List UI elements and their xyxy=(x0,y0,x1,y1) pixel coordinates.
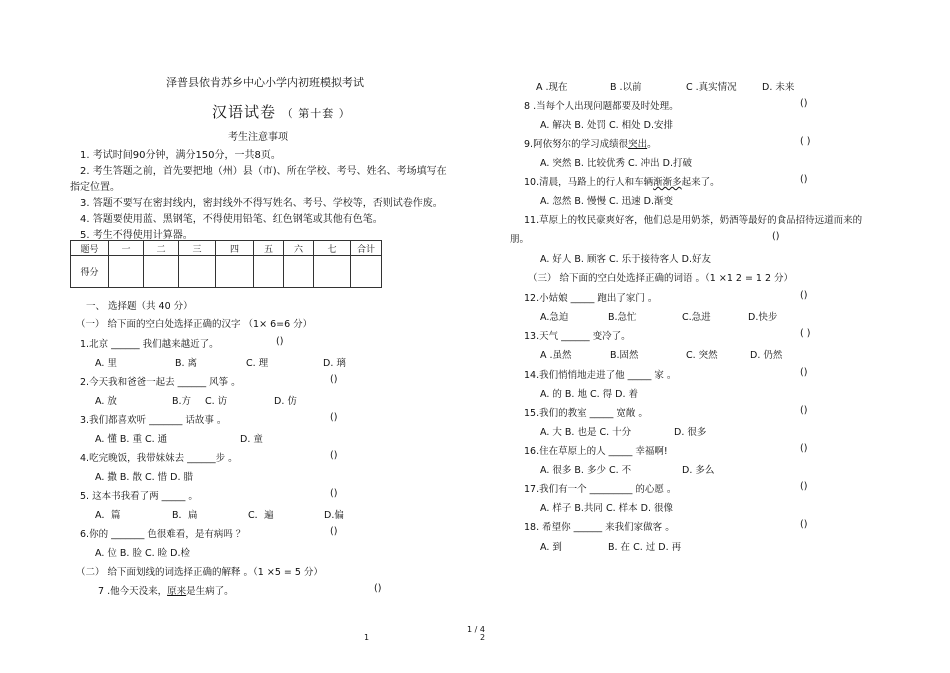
option[interactable]: B．扁 xyxy=(172,510,198,521)
option-group[interactable]: A. 的 B. 地 C. 得 D. 着 xyxy=(540,389,639,400)
option[interactable]: C.急进 xyxy=(682,312,711,323)
question-text: 5. 这本书我看了两 _____ 。 xyxy=(80,491,198,502)
notice-item: 4. 答题要使用蓝、黑钢笔，不得使用铅笔、红色钢笔或其他有色笔。 xyxy=(80,214,383,225)
score-cell[interactable] xyxy=(109,256,144,288)
question-text: 2.今天我和爸爸一起去 ______ 风筝 。 xyxy=(80,377,241,388)
question-text: 13.天气 ______ 变冷了。 xyxy=(524,331,631,342)
answer-paren[interactable]: ( ) xyxy=(800,328,811,339)
answer-paren[interactable]: ( ) xyxy=(800,136,811,147)
score-cell[interactable] xyxy=(216,256,254,288)
question-text: 6.你的 _______ 色很难看，是有病吗 ？ xyxy=(80,529,246,540)
answer-paren[interactable]: () xyxy=(800,443,808,454)
option[interactable]: D. 仍然 xyxy=(750,350,783,361)
question-post: 是生病了。 xyxy=(186,586,234,597)
question-pre: 9.阿依努尔的学习成绩很 xyxy=(524,139,629,150)
answer-paren[interactable]: () xyxy=(330,450,338,461)
score-header: 三 xyxy=(179,241,216,256)
part-heading: （三） 给下面的空白处选择正确的词语 。（1 ×1 2 = 1 2 分） xyxy=(528,273,794,284)
option[interactable]: A .虽然 xyxy=(540,350,572,361)
question-text: 12.小姑娘 _____ 跑出了家门 。 xyxy=(524,293,658,304)
answer-paren[interactable]: () xyxy=(800,519,808,530)
score-header: 题号 xyxy=(71,241,109,256)
notice-heading: 考生注意事项 xyxy=(228,132,288,143)
question-cont: 朋。 xyxy=(510,234,530,245)
school-name: 泽普县依肯苏乡中心小学内初班模拟考试 xyxy=(166,76,364,89)
question-post: 起来了。 xyxy=(681,177,720,188)
notice-item: 指定位置。 xyxy=(70,182,120,193)
score-cell[interactable] xyxy=(144,256,179,288)
option[interactable]: D. 童 xyxy=(240,434,263,445)
answer-paren[interactable]: () xyxy=(330,412,338,423)
score-header: 二 xyxy=(144,241,179,256)
question-text: 14.我们悄悄地走进了他 _____ 家 。 xyxy=(524,370,677,381)
underlined-word: 突出 xyxy=(628,139,648,150)
score-header: 一 xyxy=(109,241,144,256)
option[interactable]: D. 璃 xyxy=(323,358,346,369)
page-total: 1 / 4 xyxy=(467,625,485,634)
option-group[interactable]: A. 解决 B. 处罚 C. 相处 D.安排 xyxy=(540,120,673,131)
option[interactable]: B.方 xyxy=(172,396,192,407)
score-cell[interactable] xyxy=(314,256,351,288)
option[interactable]: D.快步 xyxy=(748,312,778,323)
underlined-word: 渐渐多 xyxy=(653,177,682,188)
option[interactable]: D. 很多 xyxy=(674,427,707,438)
score-header: 合计 xyxy=(351,241,382,256)
question-text: 16.住在草原上的人 _____ 幸福啊! xyxy=(524,446,668,457)
option[interactable]: B. 离 xyxy=(175,358,198,369)
option-group[interactable]: A. 位 B. 脸 C. 睑 D.检 xyxy=(95,548,190,559)
option[interactable]: D. 仿 xyxy=(274,396,297,407)
answer-paren[interactable]: () xyxy=(330,488,338,499)
question-text xyxy=(98,583,234,597)
score-row-label: 得分 xyxy=(71,256,109,288)
option-group[interactable]: A. 突然 B. 比较优秀 C. 冲出 D.打破 xyxy=(540,158,692,169)
option[interactable]: A．篇 xyxy=(95,510,121,521)
score-header: 五 xyxy=(254,241,284,256)
score-cell[interactable] xyxy=(284,256,314,288)
option[interactable]: B.急忙 xyxy=(608,312,637,323)
score-table xyxy=(70,240,382,288)
question-text: 15.我们的教室 _____ 宽敞 。 xyxy=(524,408,648,419)
answer-paren[interactable]: () xyxy=(374,583,382,594)
answer-paren[interactable]: () xyxy=(800,174,808,185)
answer-paren[interactable]: () xyxy=(800,98,808,109)
option-group[interactable]: B. 在 C. 过 D. 再 xyxy=(608,542,682,553)
question-pre: 7 .他今天没来， xyxy=(98,586,168,597)
option[interactable]: A. 里 xyxy=(95,358,117,369)
option-group[interactable]: A. 忽然 B. 慢慢 C. 迅速 D.渐变 xyxy=(540,196,673,207)
answer-paren[interactable]: () xyxy=(800,405,808,416)
option-group[interactable]: A. 很多 B. 多少 C. 不 xyxy=(540,465,632,476)
question-post: 。 xyxy=(647,139,657,150)
option[interactable]: A.急迫 xyxy=(540,312,569,323)
option[interactable]: D. 多么 xyxy=(682,465,715,476)
question-text xyxy=(524,174,720,188)
part-heading: （二） 给下面划线的词选择正确的解释 。（1 ×5 = 5 分） xyxy=(76,567,323,578)
answer-paren[interactable]: () xyxy=(330,526,338,537)
option[interactable]: C. 理 xyxy=(246,358,269,369)
answer-paren[interactable]: () xyxy=(800,367,808,378)
section-heading: 一、 选择题（共 40 分） xyxy=(86,301,193,312)
exam-set: （ 第十套 ） xyxy=(281,107,351,120)
option-group[interactable]: A. 懂 B. 重 C. 通 xyxy=(95,434,168,445)
score-cell[interactable] xyxy=(351,256,382,288)
option[interactable]: A. 放 xyxy=(95,396,117,407)
option[interactable]: C. 突然 xyxy=(686,350,718,361)
option[interactable]: B.固然 xyxy=(610,350,639,361)
option-group[interactable]: A. 撒 B. 散 C. 惜 D. 腊 xyxy=(95,472,194,483)
answer-paren[interactable]: () xyxy=(800,481,808,492)
score-cell[interactable] xyxy=(254,256,284,288)
notice-item: 2. 考生答题之前，首先要把地（州）县（市)、所在学校、考号、姓名、考场填写在 xyxy=(80,166,447,177)
answer-paren[interactable]: () xyxy=(772,231,780,242)
page-number-right: 2 xyxy=(480,633,486,642)
exam-title-text: 汉语试卷 xyxy=(212,103,277,121)
notice-item: 3. 答题不要写在密封线内，密封线外不得写姓名、考号、学校等，否则试卷作废。 xyxy=(80,198,443,209)
option-group[interactable]: A. 大 B. 也是 C. 十分 xyxy=(540,427,632,438)
question-text: 18. 希望你 ______ 来我们家做客 。 xyxy=(524,522,675,533)
option[interactable]: B .以前 xyxy=(610,82,642,93)
answer-paren[interactable]: () xyxy=(800,290,808,301)
question-pre: 10.清晨，马路上的行人和车辆 xyxy=(524,177,654,188)
underlined-word: 原来 xyxy=(167,586,187,597)
score-header: 六 xyxy=(284,241,314,256)
option[interactable]: C. 访 xyxy=(205,396,228,407)
option[interactable]: D. 未来 xyxy=(762,82,795,93)
score-header: 四 xyxy=(216,241,254,256)
option[interactable]: A. 到 xyxy=(540,542,562,553)
question-text: 4.吃完晚饭，我带妹妹去 ______步 。 xyxy=(80,453,238,464)
question-text: 1.北京 ______ 我们越来越近了。 xyxy=(80,339,219,350)
option[interactable]: C .真实情况 xyxy=(686,82,737,93)
notice-item: 1. 考试时间90分钟，满分150分，一共8页。 xyxy=(80,150,281,161)
option[interactable]: A .现在 xyxy=(536,82,568,93)
question-text: 3.我们都喜欢听 _______ 话故事 。 xyxy=(80,415,227,426)
part-heading: （一） 给下面的空白处选择正确的汉字 （1× 6=6 分） xyxy=(76,319,313,330)
option-group[interactable]: A. 好人 B. 顾客 C. 乐于接待客人 D.好友 xyxy=(540,254,711,265)
notice-item: 5. 考生不得使用计算器。 xyxy=(80,230,193,241)
exam-title xyxy=(212,101,351,122)
option[interactable]: D.偏 xyxy=(324,510,344,521)
question-text: 17.我们有一个 _________ 的心愿 。 xyxy=(524,484,677,495)
page-number-left: 1 xyxy=(364,633,370,642)
score-header: 七 xyxy=(314,241,351,256)
answer-paren[interactable]: () xyxy=(330,374,338,385)
question-text: 8 .当每个人出现问题都要及时处理。 xyxy=(524,101,679,112)
score-cell[interactable] xyxy=(179,256,216,288)
question-text xyxy=(524,136,657,150)
question-text: 11.草原上的牧民豪爽好客，他们总是用奶茶，奶酒等最好的食品招待远道而来的 xyxy=(524,215,863,226)
option[interactable]: C．遍 xyxy=(248,510,274,521)
answer-paren[interactable]: () xyxy=(276,336,284,347)
option-group[interactable]: A. 样子 B.共同 C. 样本 D. 很像 xyxy=(540,503,673,514)
